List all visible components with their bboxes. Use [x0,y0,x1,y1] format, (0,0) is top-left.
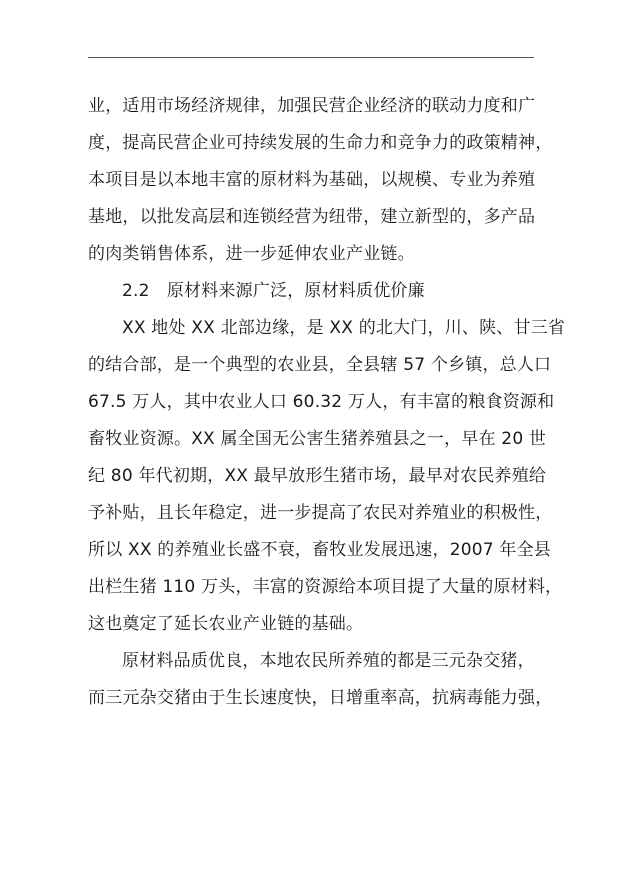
section-heading: 2.2 原材料来源广泛，原材料质优价廉 [122,281,425,301]
paragraph-line: 原材料品质优良，本地农民所养殖的都是三元杂交猪， [122,651,535,671]
header-rule [88,57,534,58]
paragraph-line: XX 地处 XX 北部边缘，是 XX 的北大门，川、陕、甘三省 [122,318,566,338]
paragraph-line: 的肉类销售体系，进一步延伸农业产业链。 [88,244,415,264]
paragraph-line: 所以 XX 的养殖业长盛不衰，畜牧业发展迅速，2007 年全县 [88,540,551,560]
document-body [88,88,566,717]
paragraph-line: 出栏生猪 110 万头，丰富的资源给本项目提了大量的原材料， [88,577,563,597]
paragraph-line: 基地，以批发高层和连锁经营为纽带，建立新型的，多产品 [88,207,536,227]
paragraph-line: 本项目是以本地丰富的原材料为基础，以规模、专业为养殖 [88,170,536,190]
paragraph-line: 畜牧业资源。XX 属全国无公害生猪养殖县之一，早在 20 世 [88,429,547,449]
paragraph-line: 而三元杂交猪由于生长速度快，日增重率高，抗病毒能力强， [88,688,553,708]
paragraph-line: 67.5 万人，其中农业人口 60.32 万人，有丰富的粮食资源和 [88,392,555,412]
paragraph-line: 这也奠定了延长农业产业链的基础。 [88,614,364,634]
paragraph-line: 的结合部，是一个典型的农业县，全县辖 57 个乡镇，总人口 [88,355,552,375]
paragraph-line: 业，适用市场经济规律，加强民营企业经济的联动力度和广 [88,96,536,116]
paragraph-line: 度，提高民营企业可持续发展的生命力和竞争力的政策精神， [88,133,553,153]
paragraph-line: 纪 80 年代初期，XX 最早放形生猪市场，最早对农民养殖给 [88,466,547,486]
paragraph-line: 予补贴，且长年稳定，进一步提高了农民对养殖业的积极性， [88,503,553,523]
